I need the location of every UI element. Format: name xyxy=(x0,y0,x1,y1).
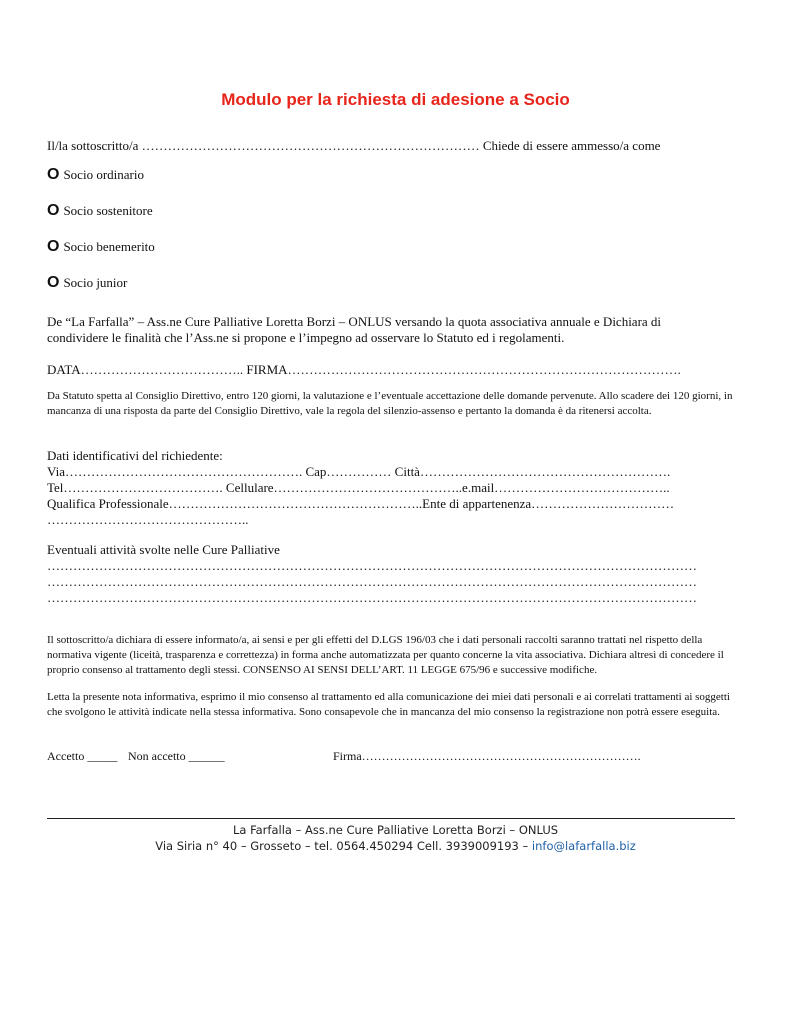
identity-heading: Dati identificativi del richiedente: xyxy=(47,448,223,463)
data-firma-line: DATA……………………………….. FIRMA………………………………………………………………………………. xyxy=(47,362,681,377)
identity-qualifica-line[interactable]: Qualifica Professionale…………………………………………………..Ente di appartenenza…………………………… xyxy=(47,496,675,511)
footer-address: Via Siria n° 40 – Grosseto – tel. 0564.450294 Cell. 3939009193 – xyxy=(155,839,532,853)
declaration-line-1: De “La Farfalla” – Ass.ne Cure Palliative Loretta Borzi – ONLUS versando la quota associativa annuale e Dichiara di xyxy=(47,314,662,329)
activities-line-3[interactable]: …………………………………………………………………………………………………………………………………… xyxy=(47,590,697,605)
option-circle-icon: O xyxy=(47,166,60,183)
intro-line: Il/la sottoscritto/a …………………………………………………………………… Chiede di essere ammesso/a come xyxy=(47,138,661,153)
option-circle-icon: O xyxy=(47,274,60,291)
option-label: Socio ordinario xyxy=(63,167,144,182)
option-circle-icon: O xyxy=(47,238,60,255)
option-socio-sostenitore[interactable] xyxy=(47,202,153,220)
option-label: Socio junior xyxy=(63,275,128,290)
footer-divider xyxy=(47,818,735,819)
privacy-consent-text: Letta la presente nota informativa, esprimo il mio consenso al trattamento ed alla comunicazione dei miei dati personali e ai correlati trattamenti ai soggetti che svolgono le attività indicate nella stessa informativa. Sono consapevole che in mancanza del mio consenso la registrazione non potrà essere eseguita. xyxy=(47,691,730,718)
declaration-line-2: condividere le finalità che l’Ass.ne si propone e l’impegno ad osservare lo Statuto ed i regolamenti. xyxy=(47,330,565,345)
activities-line-1[interactable]: …………………………………………………………………………………………………………………………………… xyxy=(47,558,697,573)
option-circle-icon: O xyxy=(47,202,60,219)
footer-email-link[interactable]: info@lafarfalla.biz xyxy=(531,839,636,853)
form-title: Modulo per la richiesta di adesione a Socio xyxy=(221,90,570,109)
identity-extra-line[interactable]: ……………………………………….. xyxy=(47,512,249,527)
option-label: Socio benemerito xyxy=(63,239,155,254)
consent-non-accetto[interactable]: Non accetto ______ xyxy=(128,749,225,763)
privacy-statement: Il sottoscritto/a dichiara di essere informato/a, ai sensi e per gli effetti del D.LGS 196/03 che i dati personali raccolti saranno trattati nel rispetto della normativa vigente (liceità, trasparenza e correttezza) in forma anche automatizzata per quanto concerne la vita associativa. Dichiara altresì di concedere il proprio consenso al trattamento degli stessi. CONSENSO AI SENSI DELL’ART. 11 LEGGE 675/96 e successive modifiche. xyxy=(47,634,724,676)
identity-tel-line[interactable]: Tel………………………………. Cellulare……………………………………..e.mail………………………………….. xyxy=(47,480,670,495)
footer-contacts xyxy=(0,839,791,853)
footer-organization: La Farfalla – Ass.ne Cure Palliative Loretta Borzi – ONLUS xyxy=(232,823,559,837)
consent-firma[interactable]: Firma……………………………………………………………. xyxy=(333,749,641,763)
option-label: Socio sostenitore xyxy=(63,203,153,218)
activities-heading: Eventuali attività svolte nelle Cure Palliative xyxy=(47,542,280,557)
option-socio-junior[interactable] xyxy=(47,274,127,292)
option-socio-benemerito[interactable] xyxy=(47,238,155,256)
identity-via-line[interactable]: Via………………………………………………. Cap…………… Città…………………………………………………. xyxy=(47,464,671,479)
option-socio-ordinario[interactable] xyxy=(47,166,144,184)
consent-accetto[interactable]: Accetto _____ xyxy=(47,749,118,763)
statute-note: Da Statuto spetta al Consiglio Direttivo, entro 120 giorni, la valutazione e l’eventuale accettazione delle domande pervenute. Allo scadere dei 120 giorni, in mancanza di una risposta da parte del Consiglio Direttivo, vale la regola del silenzio-assenso e pertanto la domanda è da ritenersi accolta. xyxy=(47,390,733,417)
activities-line-2[interactable]: …………………………………………………………………………………………………………………………………… xyxy=(47,574,697,589)
